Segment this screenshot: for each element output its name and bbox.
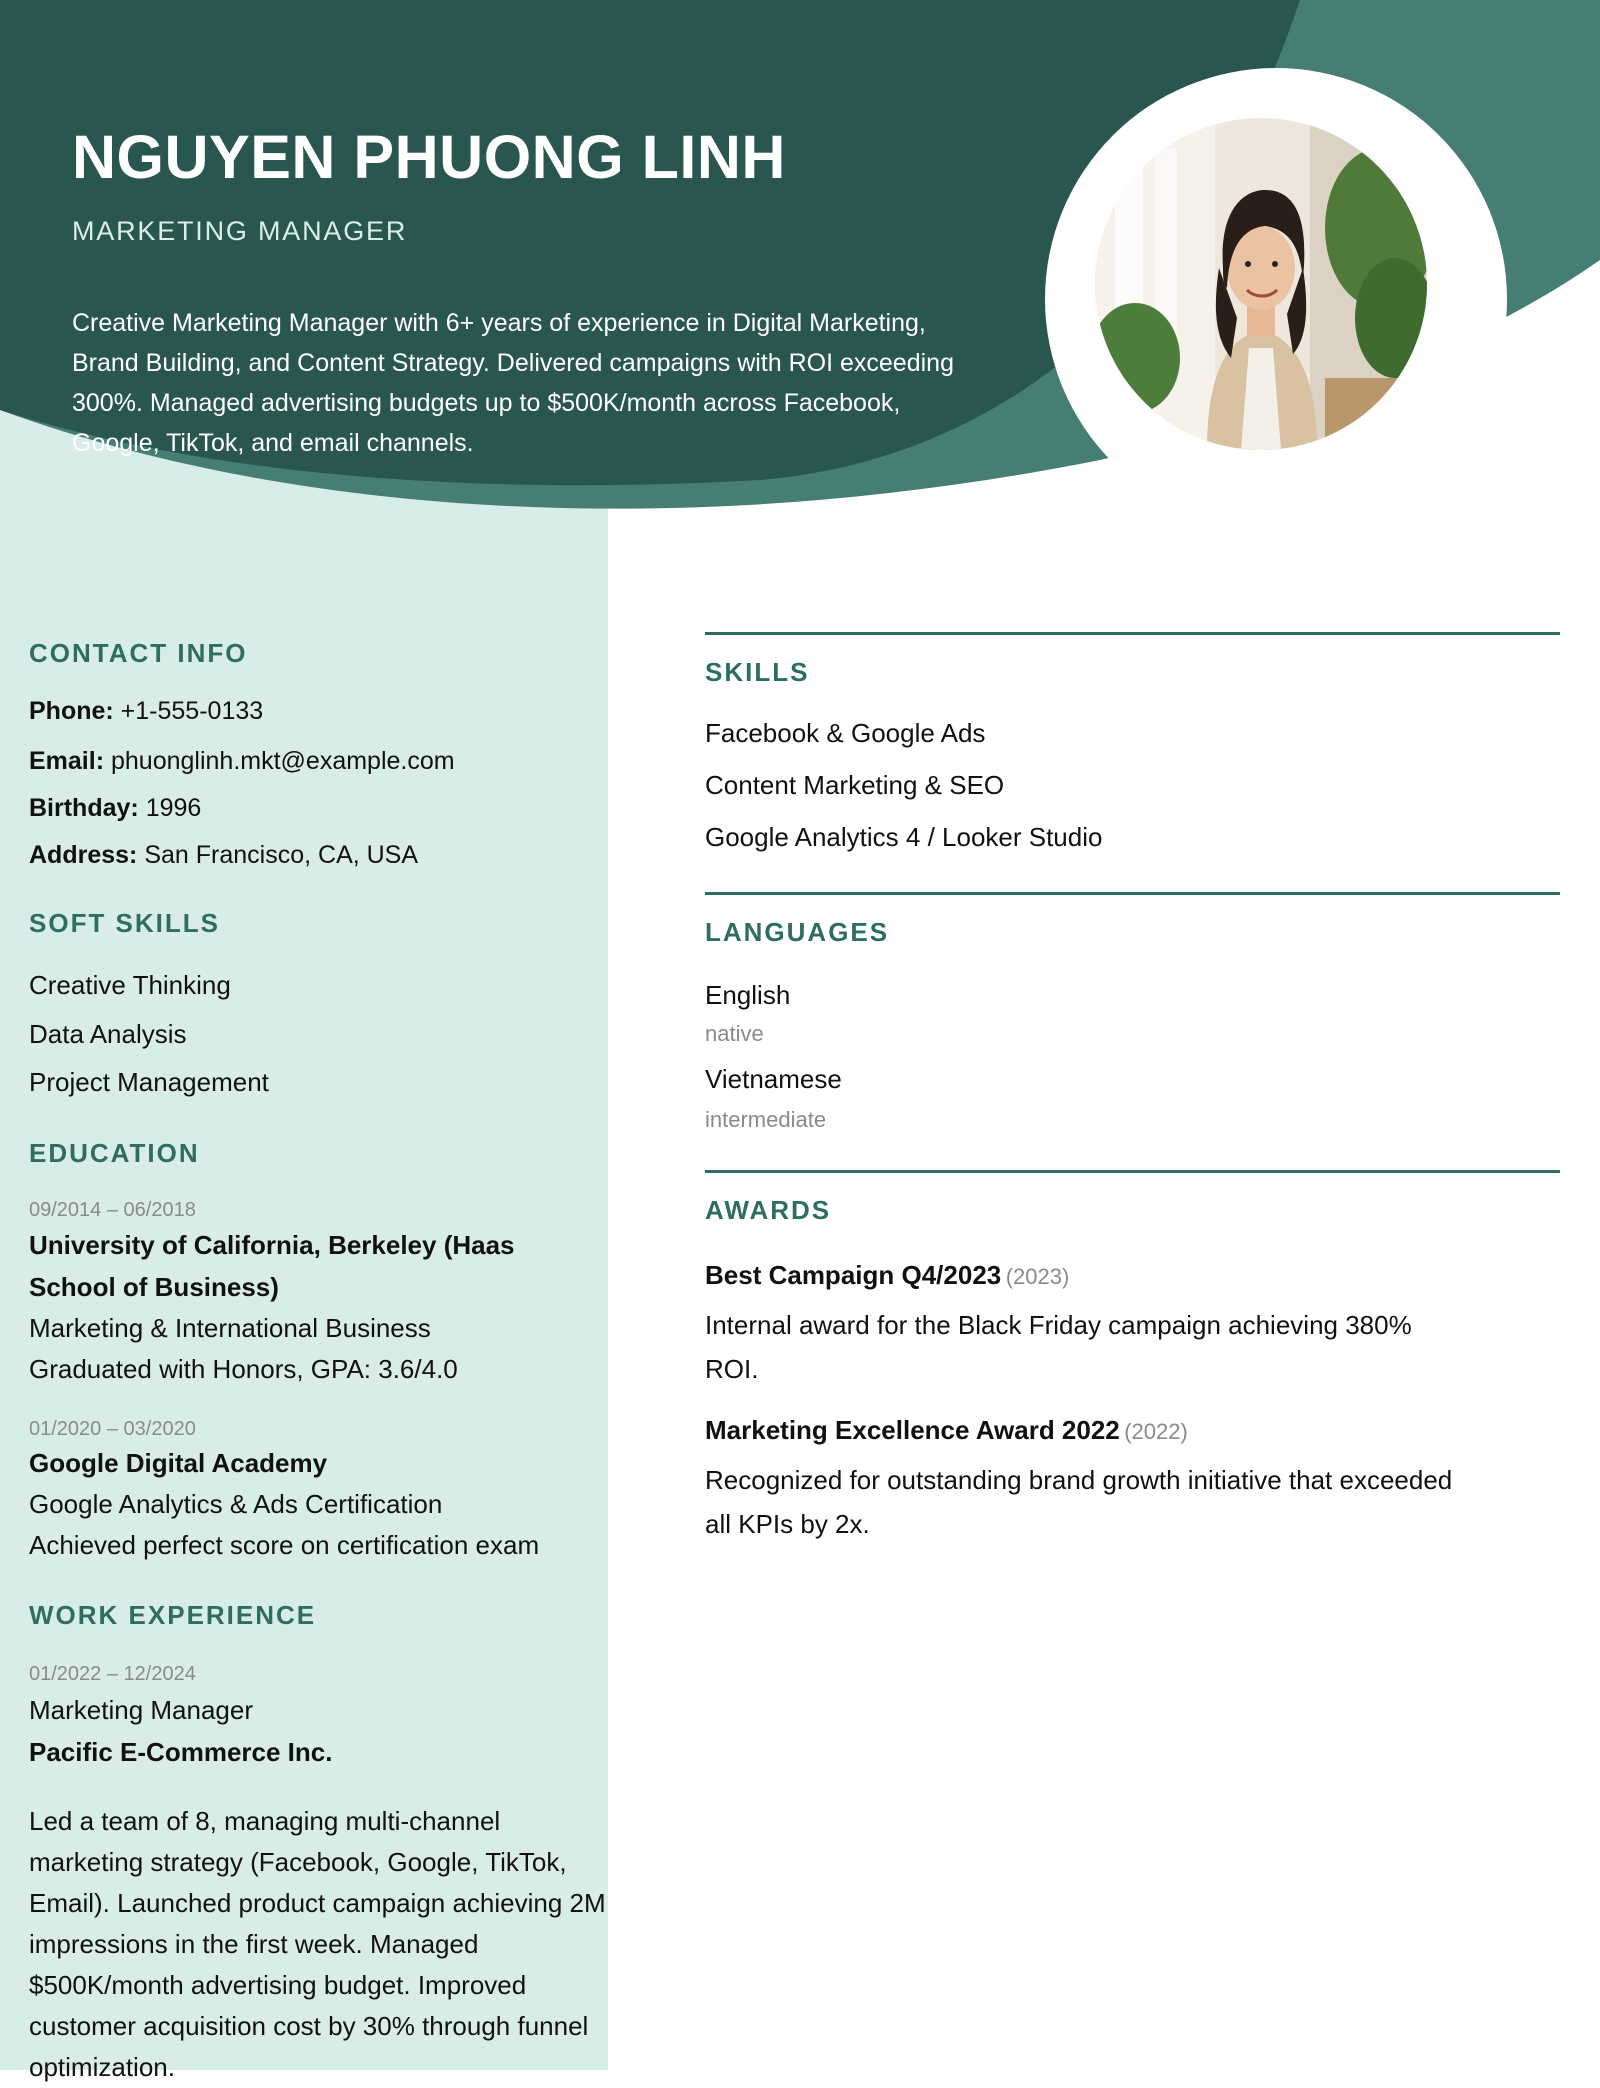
section-divider [705, 632, 1560, 635]
award-year: (2023) [1005, 1264, 1070, 1289]
language-level: intermediate [705, 1107, 827, 1132]
section-divider [705, 1170, 1560, 1173]
skill-item: Facebook & Google Ads [705, 718, 986, 748]
candidate-name: NGUYEN PHUONG LINH [72, 123, 786, 191]
avatar-illustration [1095, 118, 1427, 450]
skills-section-title: SKILLS [705, 657, 810, 687]
work-desc-line: optimization. [29, 2052, 175, 2082]
education-date: 09/2014 – 06/2018 [29, 1199, 196, 1221]
birthday-value: 1996 [145, 794, 202, 822]
language-name: Vietnamese [705, 1064, 842, 1094]
work-desc-line: Led a team of 8, managing multi-channel [29, 1806, 501, 1836]
education-date: 01/2020 – 03/2020 [29, 1418, 196, 1440]
work-desc-line: marketing strategy (Facebook, Google, TikTok, [29, 1847, 567, 1877]
contact-address [29, 839, 418, 871]
work-position: Marketing Manager [29, 1695, 253, 1725]
section-divider [705, 892, 1560, 895]
address-label: Address: [29, 841, 138, 869]
education-note: Achieved perfect score on certification exam [29, 1530, 540, 1560]
education-major: Google Analytics & Ads Certification [29, 1489, 443, 1519]
education-school-cont: School of Business) [29, 1272, 279, 1302]
work-desc-line: customer acquisition cost by 30% through funnel [29, 2011, 589, 2041]
work-description [29, 1801, 649, 2088]
work-company: Pacific E-Commerce Inc. [29, 1737, 333, 1767]
education-major: Marketing & International Business [29, 1313, 431, 1343]
language-name: English [705, 980, 791, 1010]
skill-item: Google Analytics 4 / Looker Studio [705, 822, 1103, 852]
phone-value: +1-555-0133 [120, 697, 264, 725]
award-desc-cont: ROI. [705, 1354, 759, 1384]
birthday-label: Birthday: [29, 794, 139, 822]
award-desc: Recognized for outstanding brand growth initiative that exceeded [705, 1465, 1453, 1495]
skill-item: Content Marketing & SEO [705, 770, 1005, 800]
soft-skill-item: Project Management [29, 1067, 269, 1097]
award-item [705, 1254, 1560, 1296]
work-desc-line: $500K/month advertising budget. Improved [29, 1970, 527, 2000]
phone-label: Phone: [29, 697, 114, 725]
award-name: Marketing Excellence Award 2022 [705, 1415, 1120, 1445]
profile-summary: Creative Marketing Manager with 6+ years of experience in Digital Marketing, Brand Building, and Content Strategy. Delivered campaigns with ROI exceeding 300%. Managed advertising budgets up to $500K/month across Facebook, Google, TikTok, and email channels. [72, 309, 954, 457]
award-desc: Internal award for the Black Friday campaign achieving 380% [705, 1310, 1412, 1340]
contact-birthday [29, 792, 201, 824]
work-desc-line: impressions in the first week. Managed [29, 1929, 479, 1959]
education-school: University of California, Berkeley (Haas [29, 1230, 515, 1260]
candidate-role: MARKETING MANAGER [72, 216, 408, 246]
work-section-title: WORK EXPERIENCE [29, 1600, 317, 1630]
soft-skills-section-title: SOFT SKILLS [29, 908, 220, 938]
contact-phone [29, 695, 263, 727]
avatar [1095, 118, 1427, 450]
award-name: Best Campaign Q4/2023 [705, 1260, 1002, 1290]
work-date: 01/2022 – 12/2024 [29, 1663, 196, 1685]
soft-skill-item: Creative Thinking [29, 970, 231, 1000]
work-desc-line: Email). Launched product campaign achieving 2M [29, 1888, 606, 1918]
education-note: Graduated with Honors, GPA: 3.6/4.0 [29, 1354, 458, 1384]
email-value: phuonglinh.mkt@example.com [110, 747, 455, 775]
soft-skill-item: Data Analysis [29, 1019, 187, 1049]
award-item [705, 1409, 1560, 1451]
awards-section-title: AWARDS [705, 1195, 832, 1225]
address-value: San Francisco, CA, USA [144, 841, 419, 869]
education-school: Google Digital Academy [29, 1448, 328, 1478]
language-level: native [705, 1021, 764, 1046]
contact-section-title: CONTACT INFO [29, 638, 248, 668]
email-label: Email: [29, 747, 105, 775]
contact-email [29, 745, 455, 777]
education-section-title: EDUCATION [29, 1138, 200, 1168]
award-desc-cont: all KPIs by 2x. [705, 1509, 870, 1539]
languages-section-title: LANGUAGES [705, 917, 890, 947]
award-year: (2022) [1124, 1419, 1188, 1444]
